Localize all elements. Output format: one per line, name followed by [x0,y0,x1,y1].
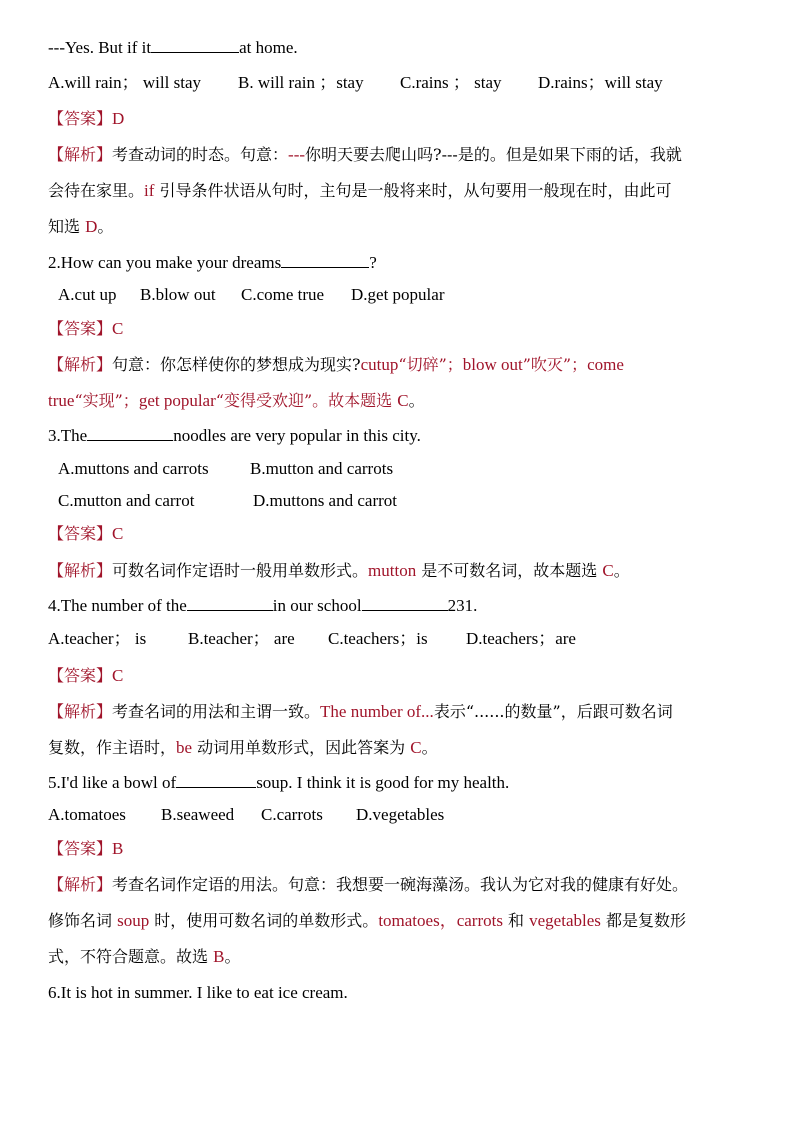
q3-stem [48,424,421,448]
q5-blank [176,772,256,788]
q4-stem-text-a: 4.The number of the [48,596,187,615]
q5-option-b: B.seaweed [161,805,235,824]
q1-option-d: D.rains；will stay [538,73,663,92]
q5-analysis-line-1 [48,873,688,897]
q5-analysis-text: 时，使用可数名词的单数形式。 [149,911,379,930]
q1-stem [48,36,298,60]
q4-stem-text-c: 231. [447,596,478,615]
q5-analysis-text: 修饰名词 [48,911,118,930]
q4-analysis-keyword: The number of... [320,702,434,721]
q2-analysis-keyword: cutup [360,355,399,374]
q4-blank-2 [362,595,448,611]
q4-analysis-text: 。 [421,738,438,757]
q5-answer-value: B [112,839,124,858]
q6-stem-text: 6.It is hot in summer. I like to eat ice cream. [48,983,348,1002]
q1-analysis-line-3 [48,215,113,239]
q6-stem [48,981,348,1005]
q1-analysis-line-2 [48,179,672,203]
analysis-label: 【解析】 [48,702,113,721]
analysis-label: 【解析】 [48,145,113,164]
q4-option-b: B.teacher； are [188,629,295,648]
q3-analysis-text: 是不可数名词，故本题选 [416,561,603,580]
q1-analysis-text: 。 [97,217,114,236]
q4-answer [48,664,123,688]
q3-option-b: B.mutton and carrots [250,459,394,478]
q3-answer [48,522,123,546]
q4-analysis-line-1 [48,700,673,724]
q2-option-a: A.cut up [58,285,117,304]
q5-analysis-text: 考查名词作定语的用法。句意：我想要一碗海藻汤。我认为它对我的健康有好处。 [112,875,689,894]
q1-option-c: C.rains ； stay [400,73,502,92]
q2-answer [48,317,123,341]
q3-blank [87,425,173,441]
q2-option-c: C.come true [241,285,325,304]
q1-analysis-dashes: --- [288,145,306,164]
q5-analysis-keyword: tomatoes，carrots [378,911,503,930]
q2-analysis-keyword: get popular [138,391,216,410]
q4-analysis-text: 动词用单数形式，因此答案为 [192,738,411,757]
q2-stem [48,251,377,275]
q5-analysis-line-2 [48,909,686,933]
q3-answer-value: C [112,524,124,543]
q5-option-c: C.carrots [261,805,323,824]
answer-label: 【答案】 [48,839,113,858]
q5-analysis-text: 。 [224,947,241,966]
q2-analysis-text: ”吹灭”； [522,355,588,374]
q3-analysis-keyword: mutton [368,561,417,580]
q1-analysis-keyword: if [144,181,155,200]
analysis-label: 【解析】 [48,561,113,580]
q1-stem-text-a: ---Yes. But if it [48,38,152,57]
q5-answer [48,837,123,861]
q2-analysis-line-1 [48,353,624,377]
q4-analysis-text: 考查名词的用法和主谓一致。 [112,702,321,721]
q5-stem [48,771,509,795]
q1-answer-value: D [112,109,125,128]
q3-stem-text-a: 3.The [48,426,88,445]
q4-stem [48,594,477,618]
q3-analysis-text: 。 [613,561,630,580]
q5-analysis-text: 都是复数形 [600,911,686,930]
q3-analysis-line-1 [48,559,630,583]
q4-analysis-keyword: C [410,738,422,757]
q5-option-a: A.tomatoes [48,805,126,824]
answer-label: 【答案】 [48,524,113,543]
q5-analysis-keyword: B [213,947,225,966]
q2-analysis-keyword: blow out [462,355,523,374]
q2-analysis-keyword: C [397,391,409,410]
q4-option-a: A.teacher； is [48,629,147,648]
q2-analysis-text: “实现”； [74,391,139,410]
q2-analysis-text: “切碎”； [398,355,463,374]
analysis-label: 【解析】 [48,355,113,374]
q1-answer [48,107,124,131]
q4-analysis-keyword: be [176,738,193,757]
q4-analysis-text: 复数，作主语时， [48,738,177,757]
q2-analysis-text: “变得受欢迎”。故本题选 [215,391,398,410]
q1-analysis-keyword: D [85,217,98,236]
q2-answer-value: C [112,319,124,338]
q3-stem-text-b: noodles are very popular in this city. [173,426,421,445]
q5-analysis-text: 和 [502,911,530,930]
q2-blank [281,252,369,268]
q1-option-b: B. will rain ；stay [238,73,364,92]
q4-analysis-text: 表示“......的数量”，后跟可数名词 [433,702,673,721]
q2-option-d: D.get popular [351,285,445,304]
q3-option-d: D.muttons and carrot [253,491,397,510]
q4-stem-text-b: in our school [272,596,362,615]
q2-analysis-text: 句意：你怎样使你的梦想成为现实? [112,355,361,374]
q2-stem-text-b: ? [369,253,377,272]
q1-blank [151,37,239,53]
q3-analysis-keyword: C [602,561,614,580]
q2-stem-text-a: 2.How can you make your dreams [48,253,282,272]
answer-label: 【答案】 [48,109,113,128]
q1-analysis-line-1 [48,143,682,167]
answer-label: 【答案】 [48,319,113,338]
q3-option-c: C.mutton and carrot [58,491,195,510]
q2-analysis-keyword: come [587,355,624,374]
q2-analysis-keyword: true [48,391,75,410]
q1-option-a: A.will rain； will stay [48,73,201,92]
q4-blank-1 [187,595,273,611]
q2-analysis-text: 。 [408,391,425,410]
q4-option-d: D.teachers；are [466,629,576,648]
q5-analysis-keyword: vegetables [529,911,601,930]
q5-stem-text-b: soup. I think it is good for my health. [256,773,510,792]
q2-analysis-line-2 [48,389,425,413]
q5-stem-text-a: 5.I'd like a bowl of [48,773,177,792]
analysis-label: 【解析】 [48,875,113,894]
q4-answer-value: C [112,666,124,685]
q4-option-c: C.teachers；is [328,629,428,648]
q5-analysis-line-3 [48,945,240,969]
q3-analysis-text: 可数名词作定语时一般用单数形式。 [112,561,369,580]
q4-analysis-line-2 [48,736,438,760]
q5-analysis-text: 式，不符合题意。故选 [48,947,214,966]
q1-analysis-text: 会待在家里。 [48,181,145,200]
answer-label: 【答案】 [48,666,113,685]
q5-option-d: D.vegetables [356,805,445,824]
q3-option-a: A.muttons and carrots [58,459,209,478]
q1-analysis-text: 知选 [48,217,86,236]
q1-analysis-text: 引导条件状语从句时，主句是一般将来时，从句要用一般现在时，由此可 [154,181,672,200]
q5-analysis-keyword: soup [117,911,150,930]
q2-option-b: B.blow out [140,285,216,304]
q1-analysis-text: 考查动词的时态。句意： [112,145,289,164]
q1-analysis-text: 你明天要去爬山吗?---是的。但是如果下雨的话，我就 [305,145,682,164]
q1-stem-text-b: at home. [239,38,298,57]
